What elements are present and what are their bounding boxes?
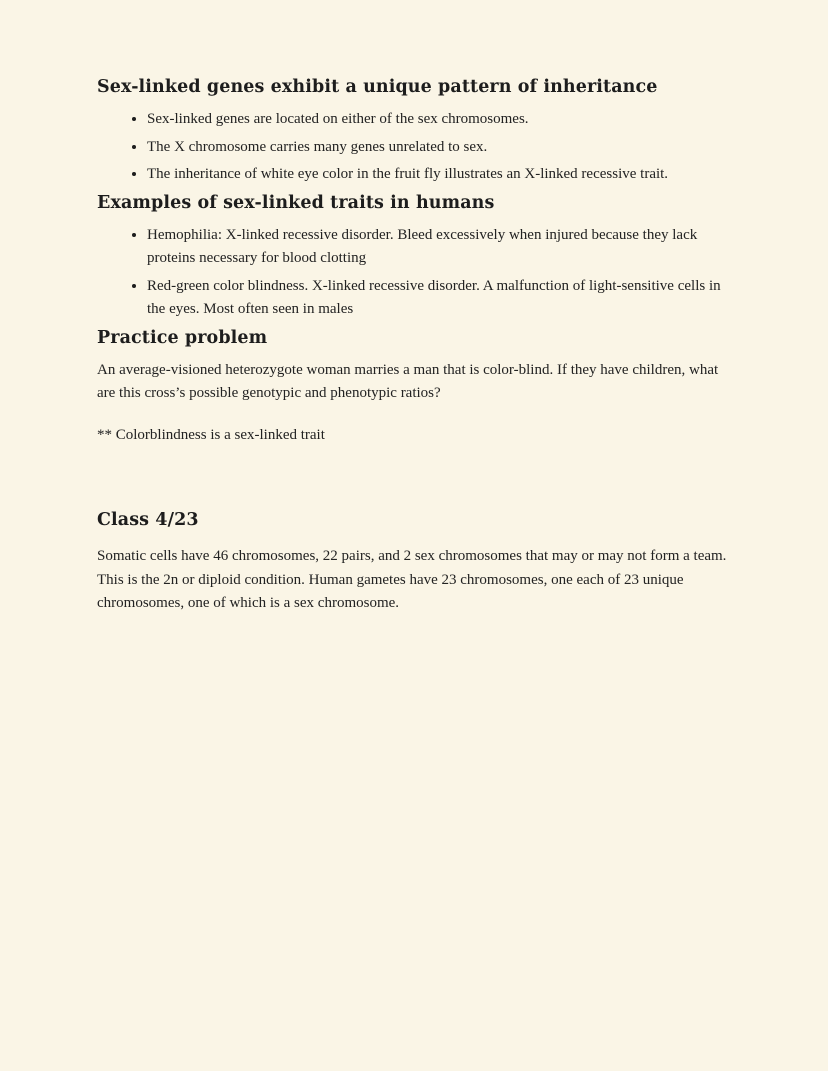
bullet-list xyxy=(97,223,731,322)
colorblindness-note-paragraph: ** Colorblindness is a sex-linked trait xyxy=(97,426,325,443)
practice-problem-paragraph: An average-visioned heterozygote woman marries a man that is color-blind. If they have children, what are this cross’s possible genotypic and phenotypic ratios? xyxy=(97,361,719,401)
bullet-item: • The inheritance of white eye color in the fruit fly illustrates an X-linked recessive trait. xyxy=(147,162,731,187)
section-heading-examples-humans: Examples of sex-linked traits in humans xyxy=(97,192,495,213)
section-heading-practice-problem: Practice problem xyxy=(97,327,268,348)
somatic-cells-paragraph: Somatic cells have 46 chromosomes, 22 pairs, and 2 sex chromosomes that may or may not form a team. This is the 2n or diploid condition. Human gametes have 23 chromosomes, one each of 23 unique chromosomes, one of which is a sex chromosome. xyxy=(97,548,727,611)
bullet-list xyxy=(97,107,731,187)
bullet-item: • Red-green color blindness. X-linked recessive disorder. A malfunction of light-sensitive cells in the eyes. Most often seen in males xyxy=(147,274,731,322)
bullet-item: • The X chromosome carries many genes unrelated to sex. xyxy=(147,135,731,160)
bullet-item: • Sex-linked genes are located on either of the sex chromosomes. xyxy=(147,107,731,132)
bullet-item: • Hemophilia: X-linked recessive disorder. Bleed excessively when injured because they lack proteins necessary for blood clotting xyxy=(147,223,731,271)
section-heading-sex-linked-genes: Sex-linked genes exhibit a unique pattern of inheritance xyxy=(97,77,658,97)
section-heading-class-4-23: Class 4/23 xyxy=(97,510,199,530)
